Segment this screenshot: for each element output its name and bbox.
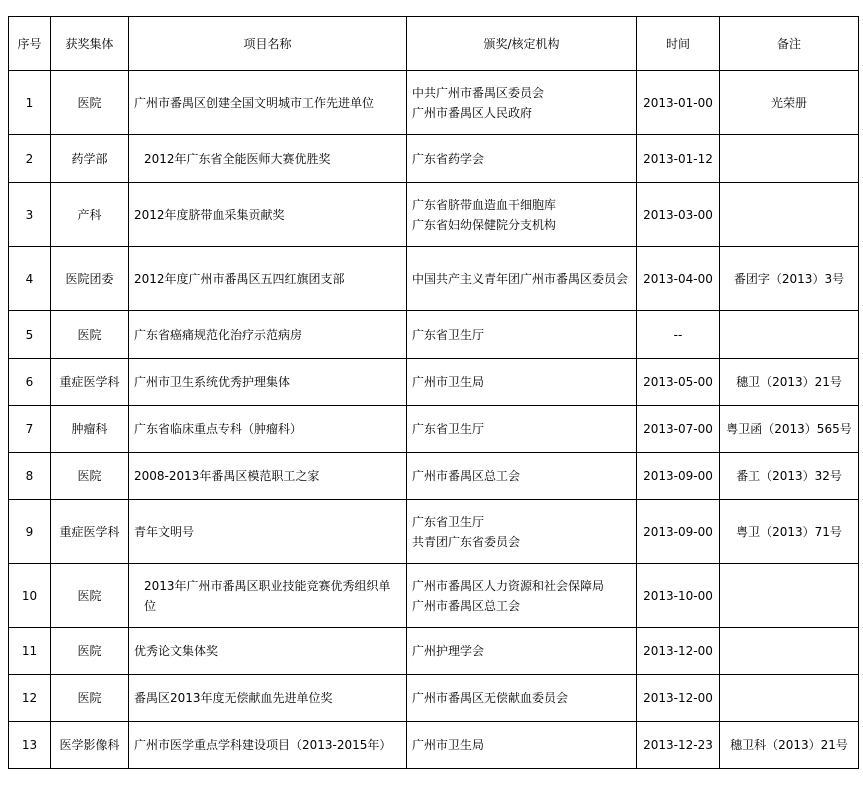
cell-project bbox=[129, 675, 407, 722]
cell-project bbox=[129, 311, 407, 359]
table-row bbox=[9, 564, 859, 628]
org-line: 广东省妇幼保健院分支机构 bbox=[412, 217, 557, 232]
project-text: 青年文明号 bbox=[134, 524, 195, 539]
org-line: 广东省卫生厅 bbox=[412, 422, 485, 436]
cell-group: 重症医学科 bbox=[51, 500, 129, 564]
org-line: 广东省药学会 bbox=[412, 151, 485, 166]
cell-project bbox=[129, 135, 407, 183]
project-text: 广东省临床重点专科（肿瘤科） bbox=[134, 422, 303, 436]
cell-group: 医院 bbox=[51, 71, 129, 135]
cell-date: 2013-03-00 bbox=[637, 183, 720, 247]
header-org: 颁奖/核定机构 bbox=[407, 17, 637, 71]
org-line: 广州市番禺区人民政府 bbox=[412, 105, 533, 120]
cell-date: 2013-10-00 bbox=[637, 564, 720, 628]
table-row bbox=[9, 247, 859, 311]
cell-org bbox=[407, 406, 637, 453]
cell-project bbox=[129, 628, 407, 675]
cell-no: 7 bbox=[9, 406, 51, 453]
table-row bbox=[9, 675, 859, 722]
header-note: 备注 bbox=[720, 17, 859, 71]
cell-project bbox=[129, 453, 407, 500]
org-line: 广州市番禺区总工会 bbox=[412, 598, 521, 613]
cell-org bbox=[407, 71, 637, 135]
cell-no: 13 bbox=[9, 722, 51, 769]
cell-no: 2 bbox=[9, 135, 51, 183]
cell-note bbox=[720, 183, 859, 247]
project-text: 2008-2013年番禺区模范职工之家 bbox=[134, 469, 320, 483]
cell-note: 粤卫函（2013）565号 bbox=[720, 406, 859, 453]
cell-no: 10 bbox=[9, 564, 51, 628]
project-text: 2012年度广州市番禺区五四红旗团支部 bbox=[134, 271, 345, 286]
org-line: 中国共产主义青年团广州市番禺区委员会 bbox=[412, 271, 629, 286]
cell-note bbox=[720, 311, 859, 359]
cell-org bbox=[407, 628, 637, 675]
cell-note bbox=[720, 564, 859, 628]
cell-org bbox=[407, 247, 637, 311]
cell-no: 11 bbox=[9, 628, 51, 675]
header-project: 项目名称 bbox=[129, 17, 407, 71]
cell-project bbox=[129, 183, 407, 247]
cell-no: 6 bbox=[9, 359, 51, 406]
org-line: 广州市番禺区无偿献血委员会 bbox=[412, 691, 569, 705]
project-text: 优秀论文集体奖 bbox=[134, 644, 219, 658]
header-no: 序号 bbox=[9, 17, 51, 71]
cell-date: 2013-01-00 bbox=[637, 71, 720, 135]
org-line: 广东省卫生厅 bbox=[412, 327, 485, 342]
project-text: 广州市卫生系统优秀护理集体 bbox=[134, 375, 291, 389]
cell-date: 2013-09-00 bbox=[637, 500, 720, 564]
cell-note bbox=[720, 135, 859, 183]
cell-note: 光荣册 bbox=[720, 71, 859, 135]
header-row bbox=[9, 17, 859, 71]
cell-date: 2013-01-12 bbox=[637, 135, 720, 183]
cell-project bbox=[129, 564, 407, 628]
project-text: 广州市番禺区创建全国文明城市工作先进单位 bbox=[134, 95, 375, 110]
cell-group: 医院团委 bbox=[51, 247, 129, 311]
org-line: 广州市卫生局 bbox=[412, 375, 485, 389]
table-row bbox=[9, 722, 859, 769]
org-line: 广东省卫生厅 bbox=[412, 514, 485, 529]
cell-no: 1 bbox=[9, 71, 51, 135]
cell-date: 2013-05-00 bbox=[637, 359, 720, 406]
cell-note: 穗卫科（2013）21号 bbox=[720, 722, 859, 769]
cell-no: 12 bbox=[9, 675, 51, 722]
org-line: 广州市番禺区总工会 bbox=[412, 469, 521, 483]
cell-date: 2013-09-00 bbox=[637, 453, 720, 500]
cell-group: 药学部 bbox=[51, 135, 129, 183]
cell-no: 9 bbox=[9, 500, 51, 564]
table-row bbox=[9, 359, 859, 406]
project-text: 2012年度脐带血采集贡献奖 bbox=[134, 207, 285, 222]
table-row bbox=[9, 311, 859, 359]
cell-group: 医学影像科 bbox=[51, 722, 129, 769]
cell-note: 粤卫（2013）71号 bbox=[720, 500, 859, 564]
cell-org bbox=[407, 135, 637, 183]
cell-org bbox=[407, 675, 637, 722]
cell-project bbox=[129, 359, 407, 406]
cell-no: 3 bbox=[9, 183, 51, 247]
cell-group: 重症医学科 bbox=[51, 359, 129, 406]
table-row bbox=[9, 71, 859, 135]
cell-project bbox=[129, 406, 407, 453]
table-row bbox=[9, 135, 859, 183]
table-row bbox=[9, 628, 859, 675]
cell-date: -- bbox=[637, 311, 720, 359]
cell-group: 医院 bbox=[51, 453, 129, 500]
cell-org bbox=[407, 183, 637, 247]
cell-group: 医院 bbox=[51, 628, 129, 675]
project-text: 2012年广东省全能医师大赛优胜奖 bbox=[144, 151, 331, 166]
project-text: 广州市医学重点学科建设项目（2013-2015年） bbox=[134, 738, 392, 752]
header-date: 时间 bbox=[637, 17, 720, 71]
org-line: 广州市番禺区人力资源和社会保障局 bbox=[412, 578, 605, 593]
cell-date: 2013-04-00 bbox=[637, 247, 720, 311]
cell-no: 4 bbox=[9, 247, 51, 311]
cell-org bbox=[407, 311, 637, 359]
cell-org bbox=[407, 453, 637, 500]
cell-date: 2013-12-23 bbox=[637, 722, 720, 769]
project-text: 广东省癌痛规范化治疗示范病房 bbox=[134, 327, 303, 342]
table-row bbox=[9, 453, 859, 500]
cell-group: 肿瘤科 bbox=[51, 406, 129, 453]
cell-org bbox=[407, 564, 637, 628]
awards-table bbox=[8, 16, 859, 769]
cell-date: 2013-12-00 bbox=[637, 675, 720, 722]
cell-no: 5 bbox=[9, 311, 51, 359]
cell-note: 番工（2013）32号 bbox=[720, 453, 859, 500]
cell-org bbox=[407, 722, 637, 769]
cell-note bbox=[720, 675, 859, 722]
cell-date: 2013-07-00 bbox=[637, 406, 720, 453]
cell-group: 医院 bbox=[51, 311, 129, 359]
cell-note bbox=[720, 628, 859, 675]
cell-group: 医院 bbox=[51, 675, 129, 722]
cell-date: 2013-12-00 bbox=[637, 628, 720, 675]
table-row bbox=[9, 406, 859, 453]
cell-group: 产科 bbox=[51, 183, 129, 247]
project-text: 2013年广州市番禺区职业技能竞赛优秀组织单位 bbox=[144, 578, 391, 613]
table-row bbox=[9, 500, 859, 564]
org-line: 广东省脐带血造血干细胞库 bbox=[412, 197, 557, 212]
cell-project bbox=[129, 71, 407, 135]
org-line: 广州护理学会 bbox=[412, 644, 485, 658]
cell-project bbox=[129, 722, 407, 769]
header-group: 获奖集体 bbox=[51, 17, 129, 71]
org-line: 共青团广东省委员会 bbox=[412, 534, 521, 549]
cell-no: 8 bbox=[9, 453, 51, 500]
cell-note: 穗卫（2013）21号 bbox=[720, 359, 859, 406]
project-text: 番禺区2013年度无偿献血先进单位奖 bbox=[134, 691, 333, 705]
cell-org bbox=[407, 500, 637, 564]
org-line: 广州市卫生局 bbox=[412, 738, 485, 752]
cell-project bbox=[129, 247, 407, 311]
cell-org bbox=[407, 359, 637, 406]
cell-group: 医院 bbox=[51, 564, 129, 628]
cell-note: 番团字（2013）3号 bbox=[720, 247, 859, 311]
table-row bbox=[9, 183, 859, 247]
org-line: 中共广州市番禺区委员会 bbox=[412, 85, 545, 100]
cell-project bbox=[129, 500, 407, 564]
